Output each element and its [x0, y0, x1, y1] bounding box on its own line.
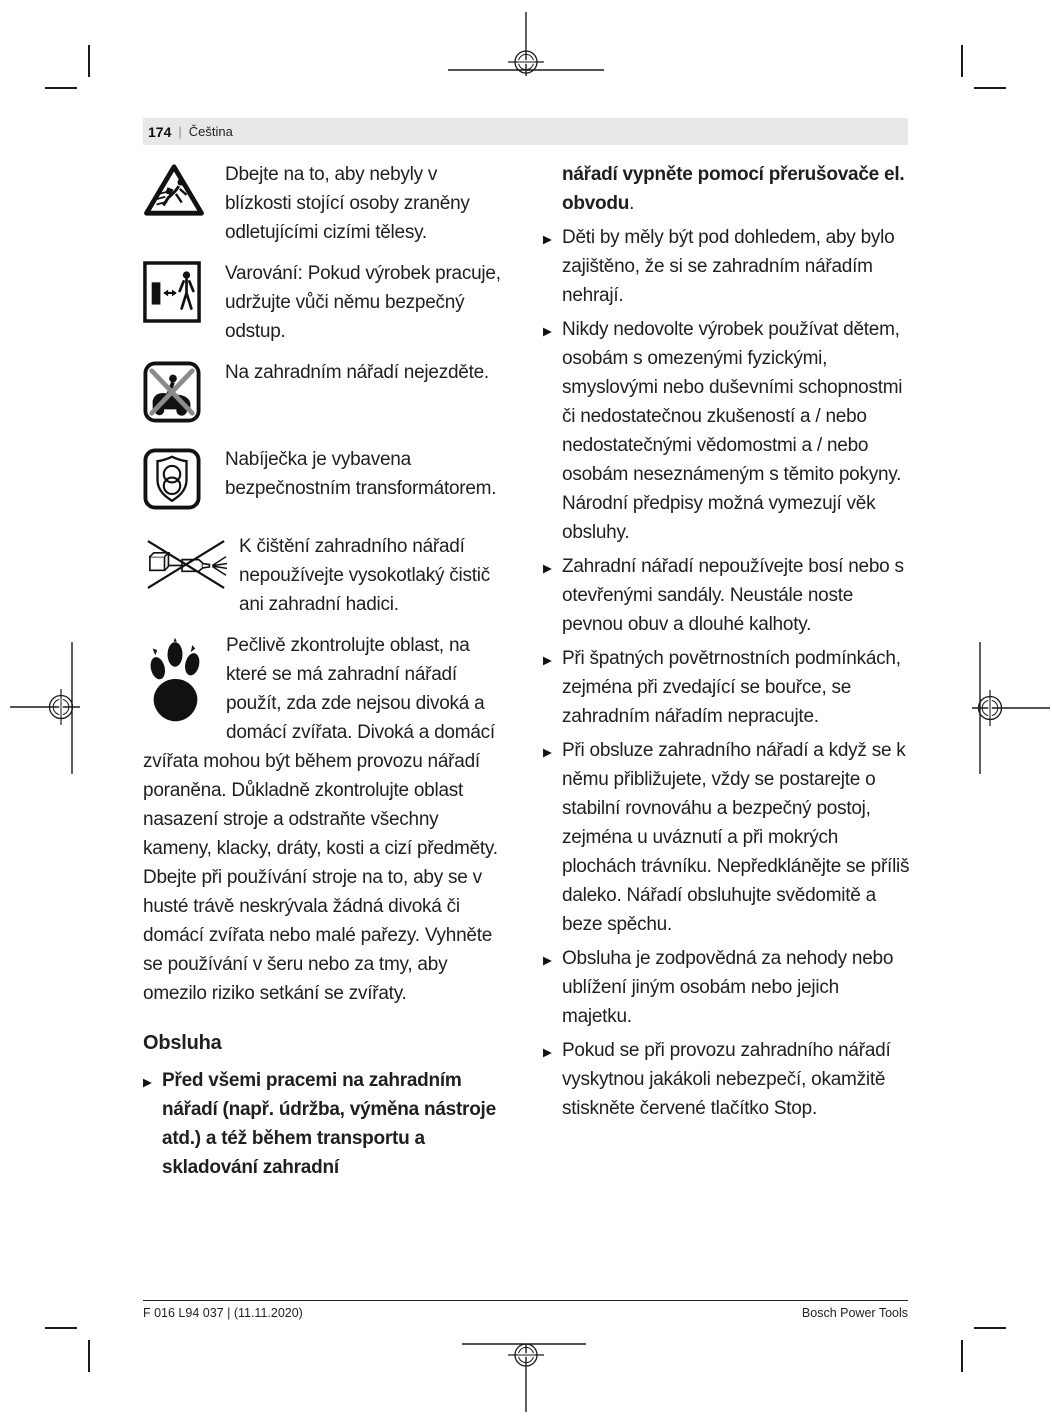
footer-doc-number: F 016 L94 037 | (11.11.2020) — [143, 1306, 303, 1320]
crop-mark — [974, 1327, 1006, 1329]
bullet-item — [543, 315, 910, 547]
safety-item-text: Pečlivě zkontrolujte oblast, na které se má zahradní nářadí použít, zda zde nejsou divoká a domácí zvířata. Divoká a domácí zvířata mohou být během provozu nářadí poraněna. Důkladně zkontrolujte oblast nasazení stroje a odstraňte všechny kameny, klacky, dráty, kosti a cizí předměty. Dbejte při používání stroje na to, aby se v husté trávě neskrývala žádná divoká či domácí zvířata nebo malé pařezy. Vyhněte se používání v šeru nebo za tmy, aby omezilo riziko setkání se zvířaty. — [143, 635, 498, 1004]
footer-brand: Bosch Power Tools — [801, 1306, 908, 1320]
crop-mark — [961, 45, 963, 77]
bullet-list — [143, 1066, 503, 1182]
bold-continuation-text: nářadí vypněte pomocí přerušovače el. obvodu — [562, 164, 905, 214]
safety-item-text: Nabíječka je vybavena bezpečnostním transformátorem. — [225, 449, 497, 499]
bullet-triangle-icon: ▶ — [543, 652, 552, 667]
page-footer — [143, 1300, 908, 1320]
bullet-text: Při obsluze zahradního nářadí a když se k němu přibližujete, vždy se postarejte o stabilní rovnováhu a bezpečný postoj, zejména u uváznutí a při mokrých plochách trávníku. Nepředklánějte se příliš daleko. Nářadí obsluhujte svědomitě a beze spěchu. — [562, 740, 910, 935]
bullet-item — [543, 644, 910, 731]
bullet-text: Před všemi pracemi na zahradním nářadí (např. údržba, výměna nástroje atd.) a též během transportu a skladování zahradní — [162, 1070, 496, 1178]
registration-mark-top — [448, 6, 604, 102]
bullet-item — [143, 1066, 503, 1182]
safety-item — [143, 358, 503, 433]
bullet-triangle-icon: ▶ — [543, 231, 552, 246]
bullet-text: Děti by měly být pod dohledem, aby bylo zajištěno, že si se zahradním nářadím nehrají. — [562, 227, 895, 306]
language-label: Čeština — [188, 124, 233, 139]
animal-paw-icon — [147, 637, 204, 732]
safety-item-text: Na zahradním nářadí nejezděte. — [225, 362, 489, 383]
bullet-triangle-icon: ▶ — [543, 952, 552, 967]
safety-item — [143, 445, 503, 520]
no-pressure-washer-icon — [145, 536, 227, 602]
crop-mark — [45, 1327, 77, 1329]
bullet-text: Pokud se při provozu zahradního nářadí vyskytnou jakákoli nebezpečí, okamžitě stiskněte červené tlačítko Stop. — [562, 1040, 891, 1119]
bold-continuation-period: . — [629, 193, 635, 214]
bullet-triangle-icon: ▶ — [543, 1044, 552, 1059]
bullet-item — [543, 736, 910, 939]
safety-item-text: Dbejte na to, aby nebyly v blízkosti stojící osoby zraněny odletujícími cizími tělesy. — [225, 164, 470, 243]
safety-item-text: K čištění zahradního nářadí nepoužívejte vysokotlaký čistič ani zahradní hadici. — [239, 536, 490, 615]
bullet-list — [543, 223, 910, 1123]
safety-item — [143, 259, 503, 346]
section-heading: Obsluha — [143, 1032, 222, 1054]
crop-mark — [88, 1340, 90, 1372]
bullet-triangle-icon: ▶ — [143, 1074, 152, 1089]
left-column — [143, 160, 503, 1187]
bullet-triangle-icon: ▶ — [543, 560, 552, 575]
bullet-triangle-icon: ▶ — [543, 744, 552, 759]
registration-mark-right — [966, 642, 1052, 774]
bullet-text: Zahradní nářadí nepoužívejte bosí nebo s otevřenými sandály. Neustále noste pevnou obuv a dlouhé kalhoty. — [562, 556, 904, 635]
crop-mark — [974, 87, 1006, 89]
right-column — [543, 160, 910, 1128]
safety-item — [143, 631, 503, 1008]
registration-mark-bottom — [462, 1326, 590, 1418]
crop-mark — [45, 87, 77, 89]
crop-mark — [88, 45, 90, 77]
page-number: 174 — [148, 123, 172, 140]
registration-mark-left — [6, 642, 86, 774]
safety-item — [143, 532, 503, 619]
header-separator: | — [178, 124, 182, 139]
keep-distance-icon — [143, 259, 225, 346]
bullet-text: Nikdy nedovolte výrobek používat dětem, osobám s omezenými fyzickými, smyslovými nebo duševními schopnostmi či nedostatečnou zkušeností a / nebo nedostatečnými vědomostmi a / nebo osobám neseznámeným s těmito pokyny. Národní předpisy možná vymezují věk obsluhy. — [562, 319, 903, 543]
bullet-item — [543, 1036, 910, 1123]
bullet-triangle-icon: ▶ — [543, 323, 552, 338]
page-header-bar — [143, 118, 908, 145]
bullet-text: Obsluha je zodpovědná za nehody nebo ublížení jiným osobám nebo jejich majetku. — [562, 948, 894, 1027]
safety-transformer-icon — [143, 445, 225, 520]
crop-mark — [961, 1340, 963, 1372]
bold-continuation-paragraph — [543, 160, 910, 218]
safety-item-text: Varování: Pokud výrobek pracuje, udržujte vůči němu bezpečný odstup. — [225, 263, 501, 342]
no-riding-on-mower-icon — [143, 358, 225, 433]
flying-debris-warning-icon — [143, 160, 225, 247]
safety-item — [143, 160, 503, 247]
bullet-item — [543, 552, 910, 639]
bullet-item — [543, 944, 910, 1031]
bullet-text: Při špatných povětrnostních podmínkách, zejména při zvedající se bouřce, se zahradním nářadím nepracujte. — [562, 648, 901, 727]
bullet-item — [543, 223, 910, 310]
